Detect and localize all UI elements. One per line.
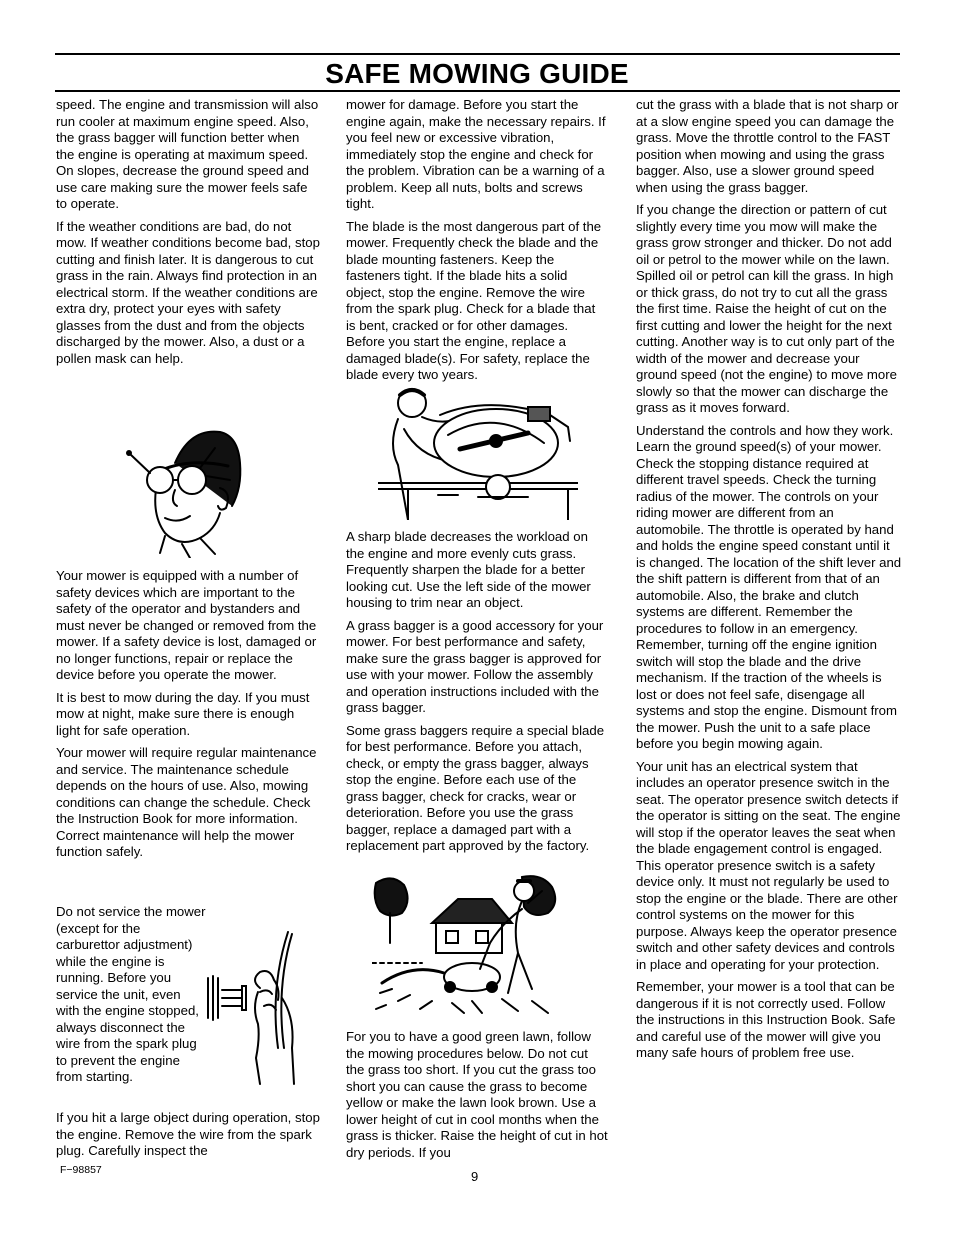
column-1-wrap-text: [56, 904, 206, 1092]
paragraph: Some grass baggers require a special blade for best performance. Before you attach, check, or empty the grass bagger, always stop the engine. Before each use of the grass bagger, check for cracks, wear or deterioration. Before you use the grass bagger, replace a damaged part with a replacement part approved by the factory.: [346, 722, 605, 853]
paragraph: A grass bagger is a good accessory for your mower. For best performance and safety, make sure the grass bagger is approved for use with your mower. Follow the assembly and operation instructions included with the grass bagger.: [346, 617, 604, 715]
page-title: SAFE MOWING GUIDE: [325, 58, 629, 89]
column-2: [346, 97, 608, 390]
blade-inspection-illustration: [378, 385, 578, 520]
paragraph: Your mower is equipped with a number of safety devices which are important to the safety of the operator and bystanders and must never be changed or removed from the mower. If a safety device is lost, damaged or no longer functions, repair or replace the device before you operate the mower.: [56, 568, 317, 682]
column-3: [636, 97, 902, 1068]
header-bottom-rule: [55, 90, 900, 92]
column-2-end: [346, 1029, 608, 1167]
paragraph: The blade is the most dangerous part of the mower. Frequently check the blade and the blade mounting fasteners. Keep the fasteners tight. If the blade hits a solid object, stop the engine. Remove the wire from the spark plug. Check for a blade that is bent, cracked or for other damages. Before you start the engine, replace a damaged blade(s). For safety, replace the blade every two years.: [346, 218, 602, 382]
paragraph: cut the grass with a blade that is not sharp or at a slow engine speed you can damage the grass. Move the throttle control to the FAST position when mowing and using the grass bagger. Also, use a slower ground speed when using the grass bagger.: [636, 97, 899, 195]
paragraph: If you change the direction or pattern of cut slightly every time you mow will make the grass grow stronger and thicker. Do not add oil or petrol to the mower while on the lawn. Spilled oil or petrol can kill the grass. In high or thick grass, do not try to cut all the grass the first time. Raise the height of cut on the first cutting and lower the height for the next cutting. Another way is to cut only part of the width of the mower and decrease your ground speed (not the engine) to move more slowly so that the mower can discharge the grass as it moves forward.: [636, 202, 897, 415]
paragraph: mower for damage. Before you start the engine again, make the necessary repairs. If you feel new or excessive vibration, immediately stop the engine and check for the problem. Vibration can be a warning of a problem. Keep all nuts, bolts and screws tight.: [346, 97, 606, 211]
paragraph: Remember, your mower is a tool that can be dangerous if it is not correctly used. Follow the instructions in this Instruction Book. Safe and careful use of the mower will give you many safe hours of problem free use.: [636, 979, 896, 1060]
paragraph: Do not service the mower (except for the carburettor adjustment) while the engine is running. Before you service the unit, even with the engine stopped, always disconnect the wire from the spark plug to prevent the engine from starting.: [56, 904, 206, 1084]
paragraph: If the weather conditions are bad, do not mow. If weather conditions become bad, stop cutting and finish later. It is dangerous to cut grass in the rain. Always find protection in an electrical storm. If the weather conditions are extra dry, protect your eyes with safety glasses from the dust and from the objects discharged by the mower. Also, a dust or a pollen mask can help.: [56, 218, 320, 366]
paragraph: It is best to mow during the day. If you must mow at night, make sure there is enough light for safe operation.: [56, 689, 310, 738]
paragraph: If you hit a large object during operation, stop the engine. Remove the wire from the spark plug. Carefully inspect the: [56, 1110, 320, 1158]
safety-glasses-person-illustration: [120, 418, 255, 558]
paragraph: A sharp blade decreases the workload on the engine and more evenly cuts grass. Frequently sharpen the blade for a better looking cut. Use the left side of the mower housing to trim near an object.: [346, 529, 591, 610]
column-1-end: [56, 1110, 320, 1166]
paragraph: Your unit has an electrical system that includes an operator presence switch in the seat. The operator presence switch detects if the operator is sitting on the seat. The engine will stop if the operator leaves the seat when the blade engagement control is engaged. This operator presence switch is a safety device only. It must not regularly be used to stop the engine or the blade. There are other control systems on the mower for this purpose. Always keep the operator presence switch and other safety devices and controls in place and operating for your protection.: [636, 758, 901, 972]
lawn-mowing-scene-illustration: [372, 873, 567, 1018]
spark-plug-wire-illustration: [200, 928, 300, 1088]
column-2-continued: [346, 529, 608, 861]
header-top-rule: [55, 53, 900, 55]
paragraph: Your mower will require regular maintenance and service. The maintenance schedule depends on the hours of use. Also, mowing conditions can change the schedule. Check the Instruction Book for more information. Correct maintenance will help the mower function safely.: [56, 745, 317, 859]
column-1: [56, 97, 320, 373]
paragraph: For you to have a good green lawn, follow the mowing procedures below. Do not cut the grass too short. If you cut the grass too short you can cause the grass to become yellow or make the lawn look brown. Use a lower height of cut in cool months when the grass is thicker. Raise the height of cut in hot dry periods. If you: [346, 1029, 608, 1160]
paragraph: Understand the controls and how they work. Learn the ground speed(s) of your mower. Check the stopping distance required at different travel speeds. Check the turning radius of the mower. The controls on your riding mower are different from an automobile. The throttle is operated by hand and holds the engine speed constant until it is changed. The location of the shift lever and the shift pattern is different from that of an automobile. Also, the brake and clutch systems are different. Remember the procedures to follow in an emergency. Remember, turning off the engine ignition switch will stop the blade and the drive mechanism. If the traction of the wheels is lost or does not feel safe, disengage all systems and stop the engine. Dismount from the mower. Push the unit to a safe place before you begin mowing again.: [636, 422, 902, 751]
document-code: F−98857: [60, 1164, 102, 1176]
page-number: 9: [471, 1169, 479, 1184]
column-1-continued: [56, 568, 320, 867]
paragraph: speed. The engine and transmission will also run cooler at maximum engine speed. Also, the grass bagger will function better when the engine is operating at maximum speed. On slopes, decrease the ground speed and use care making sure the mower feels safe to operate.: [56, 97, 319, 211]
